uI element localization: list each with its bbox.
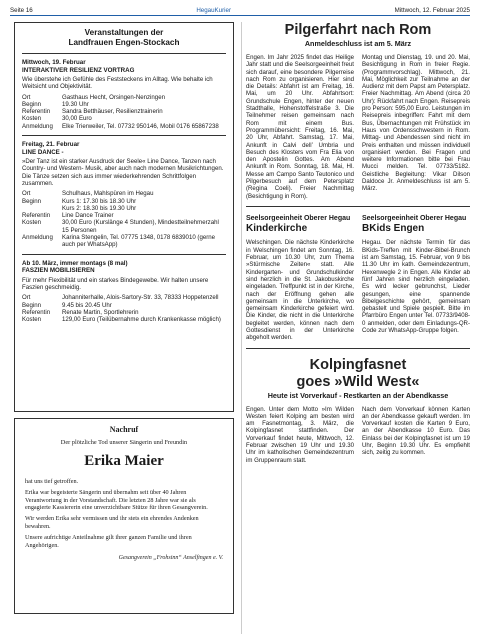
obituary-intro: Der plötzliche Tod unserer Sängerin und Freundin xyxy=(60,439,188,446)
article-body-left: Engen. Unter dem Motto »Im Wilden Westen feiert Kolping am besten wird am Fasnetmontag, 3. März, die Kolpingfasnet stattfinden. Der Vorverkauf findet heute, Mittwoch, 12. Februar zwischen 19 Uhr und 19.30 Uhr im katholischen Gemeindezentrum im Gruppenraum statt. xyxy=(246,405,354,464)
events-box xyxy=(14,22,234,412)
article-headline: Kolpingfasnet xyxy=(309,356,407,373)
right-column xyxy=(246,22,470,464)
article-body-right: Nach dem Vorverkauf können Karten an der Abendkasse gekauft werden. Im Vorverkauf kosten die Karten 9 Euro, an der Abendkasse 10 Euro. Das Einlass bei der Kolpingfasnet ist um 19 Uhr, Beginn 19.30 Uhr. Es empfiehlt sich, zeitig zu kommen. xyxy=(362,405,470,457)
article-body: Hegau. Der nächste Termin für das BKids-Treffen mit Kinder-Bibel-Brunch ist am Samstag, 15. Februar, von 9 bis 11.30 Uhr im kath. Gemeindezentrum, Hexenwegle 2 in Engen. Alle Kinder ab fünf Jahren sind herzlich eingeladen. Es wird lecker gebrunchst, Lieder gesungen, eine spannende Bibelgeschichte gehört, gemeinsam gebastelt und Spiele gespielt. Bitte im Pfarrbüro Engen unter Tel. 07733/9408-0 anmelden, oder dem Einladungs-QR-Code zur WhatsApp-Gruppe folgen. xyxy=(362,239,470,334)
detail-value: Johanniterhalle, Alois-Sartory-Str. 33, 78333 Hoppetenzell xyxy=(62,294,219,302)
detail-row xyxy=(22,198,226,205)
detail-row xyxy=(22,205,226,212)
event-3 xyxy=(22,260,226,324)
detail-key: Ort xyxy=(22,190,31,198)
article-columns xyxy=(246,54,470,200)
detail-key: Anmeldung xyxy=(22,234,53,242)
article-subheadline: Anmeldeschluss ist am 5. März xyxy=(304,39,412,48)
event-heading: INTERAKTIVER RESILIENZ VORTRAG xyxy=(22,66,135,74)
detail-row xyxy=(22,309,226,316)
event-1 xyxy=(22,59,226,130)
event-date: Freitag, 21. Februar xyxy=(22,141,80,149)
detail-key: Beginn xyxy=(22,197,41,205)
article-headline: Kinderkirche xyxy=(246,223,308,235)
page-number: Seite 16 xyxy=(10,7,33,14)
detail-key: Anmeldung xyxy=(22,122,53,130)
detail-row xyxy=(22,108,226,115)
events-title xyxy=(22,28,226,48)
detail-value: 30,00 Euro (Kurslänge 4 Stunden), Mindestteilnehmerzahl 15 Personen xyxy=(62,219,219,234)
detail-value: Gasthaus Hecht, Orsingen-Nenzingen xyxy=(62,93,165,101)
detail-key: Referentin xyxy=(22,108,51,116)
detail-value: Kurs 1: 17.30 bis 18.30 Uhr xyxy=(62,197,137,205)
detail-row xyxy=(22,302,226,309)
event-date: Ab 10. März, immer montags (8 mal) xyxy=(22,259,128,267)
article-body-left: Engen. Im Jahr 2025 findet das Heilige Jahr statt und die Seelsorgeeinheit freut sich darauf, eine besondere Pilgerreise nach Rom zu organisieren. Hier sind die Details: Abfahrt ist am Freitag, 16. Mai, um 20 Uhr. Abfahrtsort: Grundschule Engen, hinter der neuen Stadthalle, Hohenstoffelstraße 3. Die Teilnehmer reisen gemeinsam nach Rom mit einem Bus. Programmübersicht: Freitag, 16. Mai, 20 Uhr, Abfahrt. Samstag, 17. Mai, Ankunft in Calvi dell’ Umbria und Besuch des Klosters vom Fra Elia von den Apostelin Gottes. Am Abend Ankunft in Rom. Sonntag, 18. Mai, Hl. Messe am Campo Santo Teutonico und Pilgerbesuch auf dem Petersplatz (Regina Coeli). Freier Nachmittag (Besichtigung in Rom). xyxy=(246,54,354,200)
detail-value: Elke Trierweiler, Tel. 07732 950146, Mobil 0176 65867238 xyxy=(62,122,219,130)
detail-value: Line Dance Trainer xyxy=(62,212,114,220)
detail-key: Referentin xyxy=(22,212,51,220)
column-divider xyxy=(241,22,242,634)
obituary-paragraph: Erika war begeisterte Sängerin und übernahm seit über 40 Jahren Verantwortung in der Vorstandschaft. Die letzten 28 Jahre war sie als engagierte Kassiererin eine unverzichtbare Stütze für ihren Gesangverein. xyxy=(25,488,208,512)
events-title-line1: Veranstaltungen der xyxy=(84,28,164,37)
obituary-box xyxy=(14,418,234,614)
detail-key: Beginn xyxy=(22,100,41,108)
events-title-line2: Landfrauen Engen-Stockach xyxy=(68,38,180,47)
detail-key: Beginn xyxy=(22,301,41,309)
detail-key: Kosten xyxy=(22,115,41,123)
detail-value: Kurs 2: 18.30 bis 19.30 Uhr xyxy=(62,204,137,212)
detail-row xyxy=(22,123,226,130)
detail-key xyxy=(22,205,62,212)
obituary-paragraph: Wir werden Erika sehr vermissen und ihr stets ein ehrendes Andenken bewahren. xyxy=(25,515,199,530)
article-columns xyxy=(246,406,470,464)
paper-name: HegauKurier xyxy=(196,7,232,14)
detail-value: 129,00 Euro (Teilübernahme durch Krankenkasse möglich) xyxy=(62,316,221,324)
detail-row xyxy=(22,212,226,219)
event-text: Für mehr Flexibilität und ein starkes Bindegewebe. Wir halten unsere Faszien geschmeidig. xyxy=(22,276,209,291)
detail-key: Ort xyxy=(22,93,31,101)
event-text: »Der Tanz ist ein starker Ausdruck der Seele« Line Dance, Tanzen nach Country- und Western- Musik, aber auch nach modernen Musikrichtungen. Die Tänze setzen sich aus immer wiederkehrenden Schrittfolgen zusammen. xyxy=(22,158,224,187)
event-details xyxy=(22,94,226,130)
left-column xyxy=(14,22,234,614)
detail-row xyxy=(22,316,226,323)
kolping-article xyxy=(246,357,470,464)
parish-articles xyxy=(246,207,470,342)
article-headline: Pilgerfahrt nach Rom xyxy=(284,22,432,38)
detail-row xyxy=(22,94,226,101)
detail-row xyxy=(22,101,226,108)
detail-value: Sandra Betthäuser, Resilienztrainerin xyxy=(62,108,163,116)
divider xyxy=(246,348,470,349)
obituary-name: Erika Maier xyxy=(84,453,164,469)
event-details xyxy=(22,294,226,323)
kinderkirche-article xyxy=(246,207,354,342)
detail-key: Kosten xyxy=(22,219,41,227)
detail-value: 9.45 bis 20.45 Uhr xyxy=(62,301,112,309)
article-body: Welschingen. Die nächste Kinderkirche in Welschingen findet am Sonntag, 16. Februar, um 10.30 Uhr, zum Thema »Stürmische Zeiten« statt. Alle Kindergarten- und Grundschulkinder sind herzlich in die St. Jakobuskirche eingeladen. Treffpunkt ist in der Kirche, nach der Eröffnung gehen alle gemeinsam in die Unterkirche, wo gemeinsam Kinderkirche gefeiert wird. Die Kinder, die nicht in die Unterkirche begleitet werden, können nach dem Gottesdienst in der Unterkirche abgeholt werden. xyxy=(246,239,354,342)
event-heading: LINE DANCE - xyxy=(22,148,64,156)
issue-date: Mittwoch, 12. Februar 2025 xyxy=(394,7,470,14)
pilgrimage-article xyxy=(246,22,470,200)
divider xyxy=(22,254,226,255)
article-kicker: Seelsorgeeinheit Oberer Hegau xyxy=(362,214,467,222)
detail-key: Referentin xyxy=(22,308,51,316)
page-header xyxy=(10,4,470,16)
obituary-title: Nachruf xyxy=(109,425,139,434)
detail-value: Karina Stengelin, Tel. 07775 1348, 0178 6839010 (gerne auch per WhatsApp) xyxy=(62,234,216,249)
detail-value: 30,00 Euro xyxy=(62,115,92,123)
detail-row xyxy=(22,294,226,301)
obituary-signature: Gesangverein „Frohsinn“ Anselfingen e. V. xyxy=(118,555,223,562)
article-headline-line2: goes »Wild West« xyxy=(296,373,420,390)
detail-row xyxy=(22,115,226,122)
obituary-paragraph: hat uns tief getroffen. xyxy=(25,478,79,485)
article-headline: BKids Engen xyxy=(362,223,425,235)
obituary-paragraph: Unsere aufrichtige Anteilnahme gilt ihrer ganzen Familie und ihren Angehörigen. xyxy=(25,533,192,549)
detail-key: Kosten xyxy=(22,316,41,324)
article-subheadline: Heute ist Vorverkauf - Restkarten an der Abendkasse xyxy=(267,390,449,400)
event-text: Wie überstehe ich Gefühle des Feststeckens im Alltag. Wie behalte ich Weitsicht und Objektivität. xyxy=(22,76,213,91)
divider xyxy=(22,135,226,136)
event-2 xyxy=(22,141,226,249)
article-kicker: Seelsorgeeinheit Oberer Hegau xyxy=(246,214,351,222)
detail-row xyxy=(22,190,226,197)
event-date: Mittwoch, 19. Februar xyxy=(22,59,86,66)
detail-value: Schulhaus, Mahlspüren im Hegau xyxy=(62,190,154,198)
detail-row xyxy=(22,219,226,234)
article-body-right: Montag und Dienstag, 19. und 20. Mai, Besichtigung in Rom in freier Regie. (Programmvorschlag). Mittwoch, 21. Mai, Möglichkeit zur Teilnahme an der Audienz mit dem Papst am Petersplatz. Freier Nachmittag. Am Abend (circa 20 Uhr): Rückfahrt nach Engen. Reisepreis pro Person: 595,00 Euro. Leistungen im Reisepreis inbegriffen: Fahrt mit dem Bus, Übernachtungen mit Frühstück im Haus von Ordensschwestern in Rom. Mittag- und Abendessen sind nicht im Preis enthalten und müssen individuell organisiert werden. Bei Fragen und weitere Informationen bitte bei Frau Mucci melden. Tel. 07733/5182. Geistliche Begleitung: Vikar Dilson Daldoce Jr. Anmeldeschluss ist am 5. März. xyxy=(362,54,470,193)
detail-key: Ort xyxy=(22,294,31,302)
detail-value: Renate Martin, Sportlehrerin xyxy=(62,308,139,316)
detail-value: 19.30 Uhr xyxy=(62,100,89,108)
event-heading: FASZIEN MOBILISIEREN xyxy=(22,267,95,275)
event-details xyxy=(22,190,226,248)
bkids-article xyxy=(362,207,470,342)
divider xyxy=(22,53,226,54)
detail-row xyxy=(22,234,226,249)
